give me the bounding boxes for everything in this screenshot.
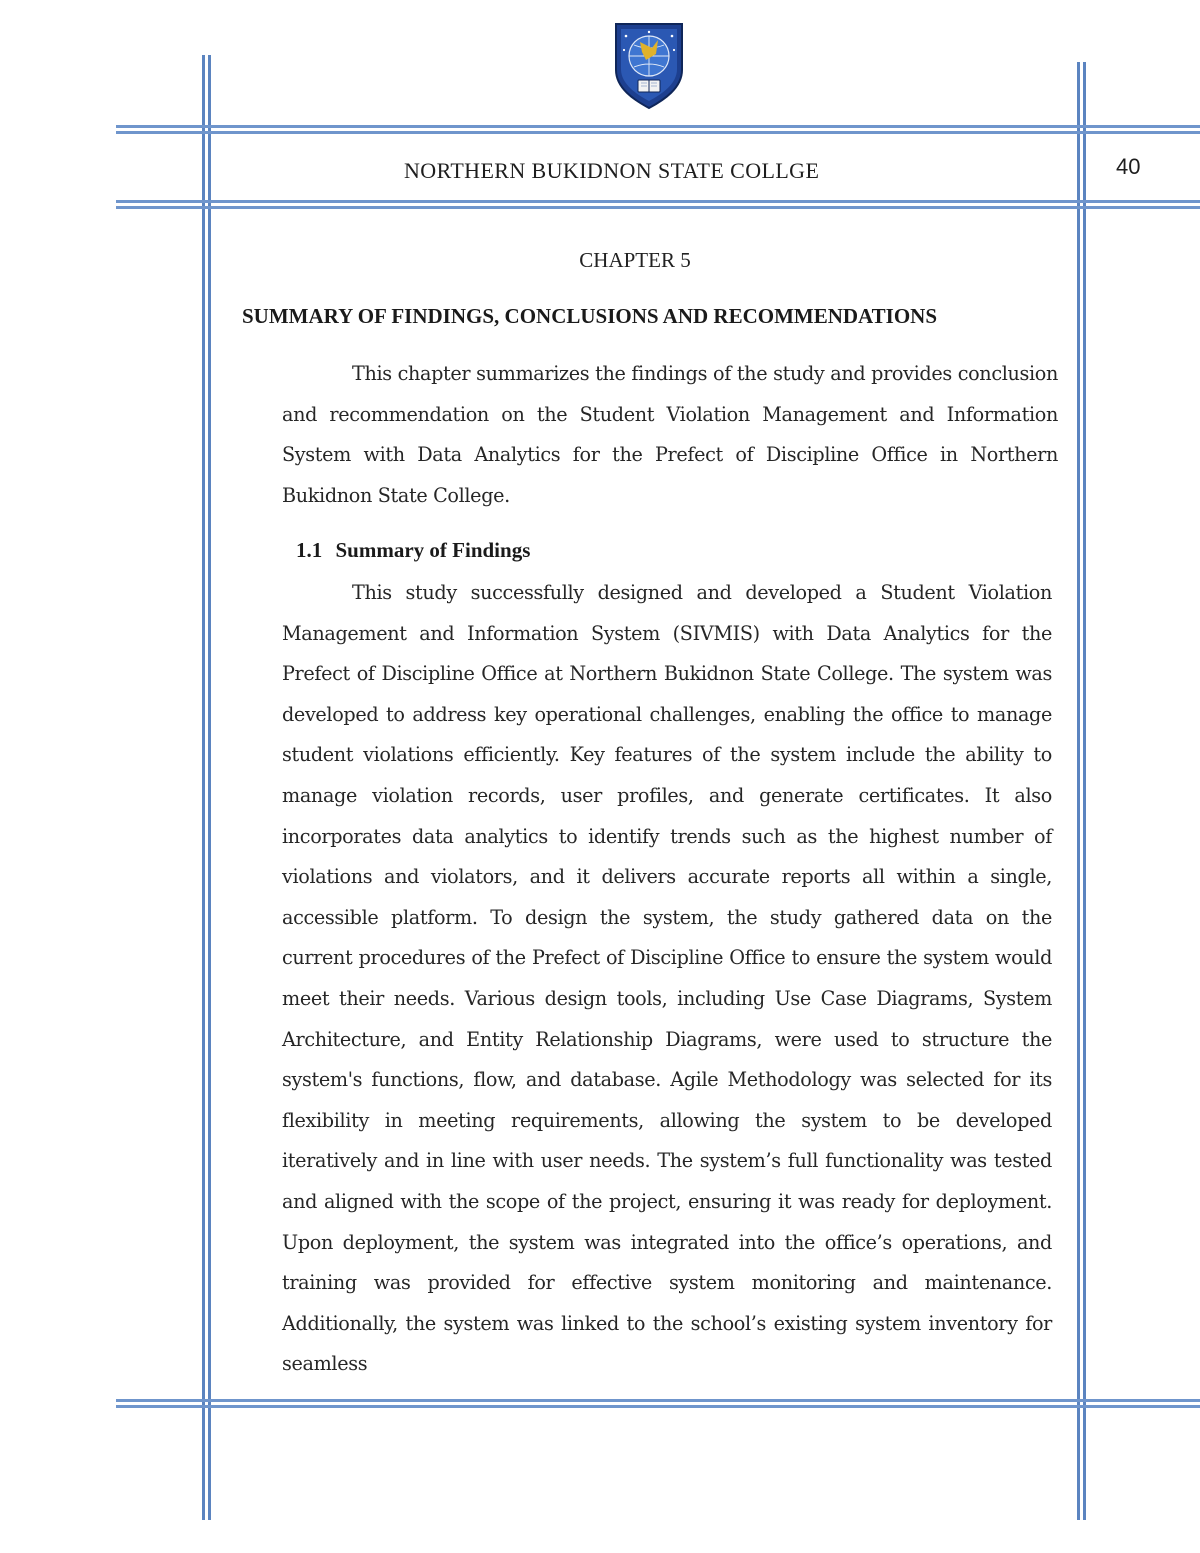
left-border-line bbox=[202, 55, 211, 1520]
page-number: 40 bbox=[1116, 154, 1141, 179]
section-title: Summary of Findings bbox=[335, 538, 531, 562]
section-heading bbox=[296, 538, 530, 563]
header-top-rule bbox=[116, 125, 1200, 134]
footer-rule bbox=[116, 1399, 1200, 1408]
right-border-line bbox=[1077, 62, 1086, 1520]
header-bottom-rule bbox=[116, 200, 1200, 209]
college-name: NORTHERN BUKIDNON STATE COLLGE bbox=[404, 158, 820, 183]
college-crest-icon bbox=[612, 20, 686, 110]
chapter-title: SUMMARY OF FINDINGS, CONCLUSIONS AND RECOMMENDATIONS bbox=[242, 304, 938, 328]
intro-paragraph: This chapter summarizes the findings of the study and provides conclusion and recommendation on the Student Violation Management and Information System with Data Analytics for the Prefect of Discipline Office in Northern Bukidnon State College. bbox=[282, 362, 1058, 507]
findings-paragraph: This study successfully designed and developed a Student Violation Management and Information System (SIVMIS) with Data Analytics for the Prefect of Discipline Office at Northern Bukidnon State College. The system was developed to address key operational challenges, enabling the office to manage student violations efficiently. Key features of the system include the ability to manage violation records, user profiles, and generate certificates. It also incorporates data analytics to identify trends such as the highest number of violations and violators, and it delivers accurate reports all within a single, accessible platform. To design the system, the study gathered data on the current procedures of the Prefect of Discipline Office to ensure the system would meet their needs. Various design tools, including Use Case Diagrams, System Architecture, and Entity Relationship Diagrams, were used to structure the system's functions, flow, and database. Agile Methodology was selected for its flexibility in meeting requirements, allowing the system to be developed iteratively and in line with user needs. The system’s full functionality was tested and aligned with the scope of the project, ensuring it was ready for deployment. Upon deployment, the system was integrated into the office’s operations, and training was provided for effective system monitoring and maintenance. Additionally, the system was linked to the school’s existing system inventory for seamless bbox=[282, 581, 1052, 1376]
chapter-label: CHAPTER 5 bbox=[579, 248, 691, 272]
section-number: 1.1 bbox=[296, 538, 323, 562]
